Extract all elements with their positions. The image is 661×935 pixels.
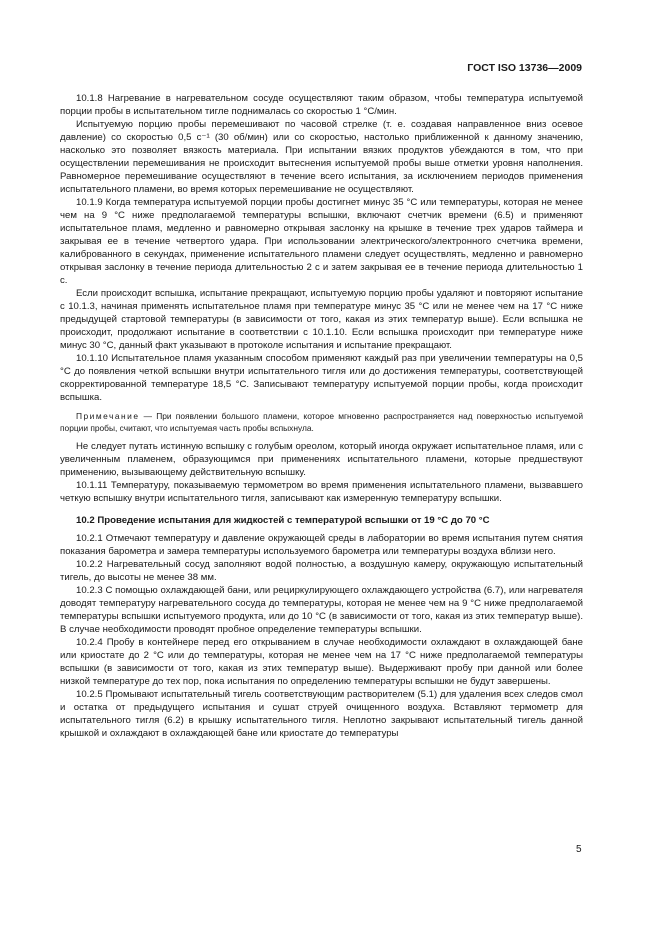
note-label: Примечание [76,411,140,421]
paragraph: Испытуемую порцию пробы перемешивают по часовой стрелке (т. е. создавая направленное вниз осевое давление) со скоростью 0,5 с⁻¹ (30 об/мин) или со скоростью, настолько приближенной к данному значению, насколько это позволяет вязкость материала. При испытании вязких продуктов убеждаются в том, что при осуществлении перемешивания не происходит вытеснения испытуемой пробы выше отметки уровня наполнения. Равномерное перемешивание осуществляют в течение всего испытания, за исключением периодов применения испытательного пламени, во время которых перемешивание не осуществляют. [60,119,583,195]
paragraph: Не следует путать истинную вспышку с голубым ореолом, который иногда окружает испытательное пламя, или с увеличенным пламенем, образующимся при применениях испытательного пламени, которые предшествуют применению, вызывающему действительную вспышку. [60,441,583,478]
paragraph: 10.2.1 Отмечают температуру и давление окружающей среды в лаборатории во время испытания путем снятия показания барометра и замера температуры используемого барометра или температуры воздуха вблизи него. [60,533,583,557]
paragraph: 10.2.3 С помощью охлаждающей бани, или рециркулирующего охлаждающего устройства (6.7), или нагревателя доводят температуру нагревательного сосуда до температуры, которая не менее чем на 9 °С ниже предполагаемой температуры вспышки испытуемого продукта, или до 10 °С (в зависимости от того, какая из этих температур выше). В случае необходимости проводят пробное определение температуры вспышки. [60,585,583,635]
section-title: 10.2 Проведение испытания для жидкостей с температурой вспышки от 19 °С до 70 °С [76,515,490,526]
paragraph: 10.1.10 Испытательное пламя указанным способом применяют каждый раз при увеличении температуры на 0,5 °С до появления четкой вспышки внутри испытательного тигля или до достижения температуры, соответствующей скорректированной температуре 18,5 °С. Записывают температуру испытуемой порции пробы, когда происходит вспышка. [60,353,583,403]
paragraph: 10.1.11 Температуру, показываемую термометром во время применения испытательного пламени, вызвавшего четкую вспышку внутри испытательного тигля, записывают как измеренную температуру вспышки. [60,480,583,504]
paragraph: 10.2.4 Пробу в контейнере перед его открыванием в случае необходимости охлаждают в охлаждающей бане или криостате до 2 °С или до температуры, которая не менее чем на 17 °С ниже предполагаемой температуры вспышки (в зависимости от того, какая из этих температур выше). Выдерживают пробу при данной или более низкой температуре до тех пор, пока испытания по определению температуры вспышки не будут завершены. [60,637,583,687]
paragraph: 10.1.9 Когда температура испытуемой порции пробы достигнет минус 35 °С или температуры, которая не менее чем на 9 °С ниже предполагаемой температуры вспышки, включают счетчик времени (6.5) и применяют испытательное пламя, медленно и равномерно открывая заслонку на крышке в течение трех ударов таймера и закрывая ее в течение четвертого удара. При использовании электрического/электронного счетчика времени, калиброванного в секундах, применение испытательного пламени следует осуществлять, медленно и равномерно открывая заслонку в течение периода длительностью 2 с и затем закрывая ее в течение периода длительностью 1 с. [60,197,583,286]
document-body [60,92,583,740]
document-code-header: ГОСТ ISO 13736—2009 [467,62,582,74]
paragraph: Если происходит вспышка, испытание прекращают, испытуемую порцию пробы удаляют и повторяют испытание с 10.1.3, начиная применять испытательное пламя при температуре минус 35 °С или не менее чем на 17 °С ниже предыдущей стартовой температуры (в зависимости от того, какая из этих температур выше). Если вспышка не происходит, продолжают испытание в соответствии с 10.1.10. Если вспышка происходит при температуре ниже минус 30 °С, данный факт указывают в протоколе испытания и испытание прекращают. [60,288,583,351]
note-text: — При появлении большого пламени, которое мгновенно распространяется над поверхностью испытуемой порции пробы, считают, что испытуемая часть пробы вспыхнула. [60,411,583,433]
paragraph: 10.2.5 Промывают испытательный тигель соответствующим растворителем (5.1) для удаления всех следов смол и остатка от предыдущего испытания и сушат струей очищенного воздуха. Вставляют термометр для испытательного тигля (6.2) в крышку испытательного тигля. Неплотно закрывают испытательный тигель данной крышкой и охлаждают в охлаждающей бане или криостате до температуры [60,689,583,739]
page-number: 5 [576,844,582,855]
paragraph: 10.1.8 Нагревание в нагревательном сосуде осуществляют таким образом, чтобы температура испытуемой порции пробы в испытательном тигле поднималась со скоростью 1 °С/мин. [60,93,583,117]
paragraph: 10.2.2 Нагревательный сосуд заполняют водой полностью, а воздушную камеру, окружающую испытательный тигель, до высоты не менее 38 мм. [60,559,583,583]
note [60,410,583,434]
